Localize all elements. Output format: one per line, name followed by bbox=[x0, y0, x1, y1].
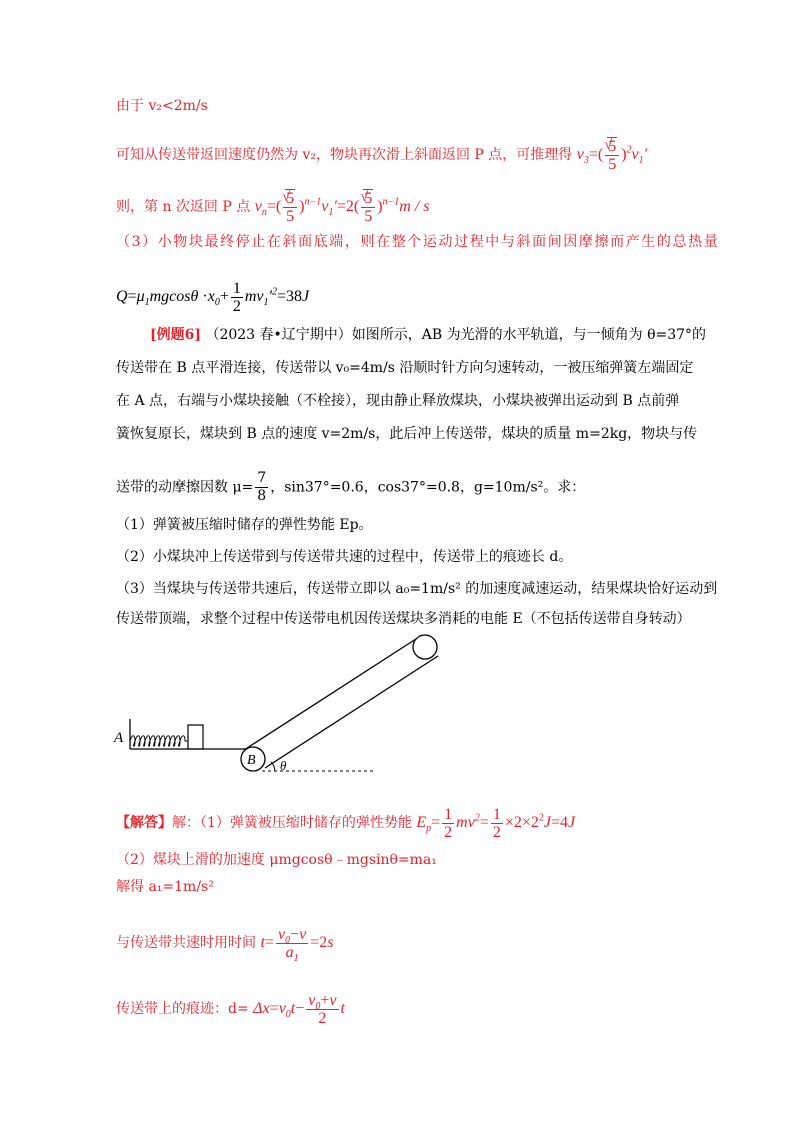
answer-line-1 bbox=[116, 806, 575, 841]
question-1: （1）弹簧被压缩时储存的弹性势能 Ep。 bbox=[116, 517, 373, 533]
answer-line-2: （2）煤块上滑的加速度 μmgcosθ﹣mgsinθ=ma₁ bbox=[116, 852, 437, 868]
formula-time: t= $\frac{v_0-v}{a_1}$ =2s bbox=[260, 926, 334, 965]
question-3-line-2: 传送带顶端，求整个过程中传送带电机因传送煤块多消耗的电能 E（不包括传送带自身转动） bbox=[116, 611, 691, 627]
nth-return-text: 则，第 n 次返回 P 点 bbox=[116, 199, 251, 216]
label-theta: θ bbox=[280, 758, 287, 773]
top-pulley bbox=[413, 635, 437, 659]
text-line-part3: （3）小物块最终停止在斜面底端，则在整个运动过程中与斜面间因摩擦而产生的总热量 bbox=[116, 234, 720, 250]
recursion-text: 可知从传送带返回速度仍然为 v₂，物块再次滑上斜面返回 P 点，可推理得 bbox=[116, 147, 573, 164]
formula-heat-total bbox=[116, 280, 309, 315]
example-text-1: （2023 春•辽宁期中）如图所示，AB 为光滑的水平轨道，与一倾角为 θ=37°的 bbox=[205, 327, 707, 343]
question-2: （2）小煤块冲上传送带到与传送带共速的过程中，传送带上的痕迹长 d。 bbox=[116, 549, 573, 565]
answer-line-3: 解得 a₁=1m/s² bbox=[116, 879, 214, 895]
friction-text: 送带的动摩擦因数 μ= bbox=[116, 479, 254, 496]
label-a: A bbox=[114, 730, 124, 746]
answer-line-5 bbox=[116, 992, 345, 1027]
question-3-line-1: （3）当煤块与传送带共速后，传送带立即以 a₀=1m/s² 的加速度减速运动，结果煤块恰好运动到 bbox=[116, 581, 718, 597]
formula-v3: $v_3=$( √ $\frac{5}{5}$ )$^2v_1'$ bbox=[577, 146, 647, 163]
heat-formula: $Q=\mu_1mgcos\theta \cdot x_0+$ $\frac{1}{2}$ $mv_1'^2=38J$ bbox=[116, 280, 310, 315]
example-paragraph-line-1 bbox=[150, 325, 706, 345]
answer-tag: 【解答】 bbox=[116, 815, 172, 832]
example-paragraph-line-5 bbox=[116, 470, 585, 505]
answer-text-5: 传送带上的痕迹：d= bbox=[116, 1001, 249, 1018]
answer-line-4 bbox=[116, 926, 334, 965]
example-paragraph-line-2: 传送带在 B 点平滑连接，传送带以 v₀=4m/s 沿顺时针方向匀速转动，一被压缩弹簧左端固定 bbox=[116, 360, 694, 376]
belt-upper-edge bbox=[244, 637, 419, 750]
text-line-nth-return bbox=[116, 190, 430, 225]
text-line-recursion bbox=[116, 138, 647, 173]
conveyor-diagram bbox=[0, 620, 800, 790]
text-line-v2-condition: 由于 v₂<2m/s bbox=[116, 98, 208, 114]
answer-text-1: 解：（1）弹簧被压缩时储存的弹性势能 bbox=[172, 815, 412, 832]
formula-ep: $E_p=$ $\frac{1}{2}$ $mv^2=$ $\frac{1}{2}$ $\times 2\times 2^2J=4J$ bbox=[416, 806, 576, 841]
coal-block bbox=[188, 725, 203, 749]
constants-text: ，sin37°=0.6，cos37°=0.8，g=10m/s²。求： bbox=[270, 479, 586, 496]
answer-text-4: 与传送带共速时用时间 bbox=[116, 935, 256, 952]
label-b: B bbox=[247, 753, 256, 768]
formula-trace: $\Delta x=v_0t-$ $\frac{v_0+v}{2}$ t bbox=[253, 992, 345, 1027]
fraction-7-8: $\frac{7}{8}$ bbox=[257, 470, 267, 504]
formula-vn: $v_n=$( √ $\frac{5}{5}$ )$^{n-1}v_1'=2$( √ $\frac{5}{5}$ )$^{n-1}$m / s bbox=[255, 198, 430, 215]
example-paragraph-line-3: 在 A 点，右端与小煤块接触（不栓接），现由静止释放煤块，小煤块被弹出运动到 B 点前弹 bbox=[116, 393, 680, 409]
example-tag: [例题6] bbox=[150, 327, 201, 343]
belt-lower-edge bbox=[265, 656, 438, 768]
spring-icon bbox=[130, 736, 188, 747]
example-paragraph-line-4: 簧恢复原长，煤块到 B 点的速度 v=2m/s，此后冲上传送带，煤块的质量 m=2kg，物块与传 bbox=[116, 426, 698, 442]
